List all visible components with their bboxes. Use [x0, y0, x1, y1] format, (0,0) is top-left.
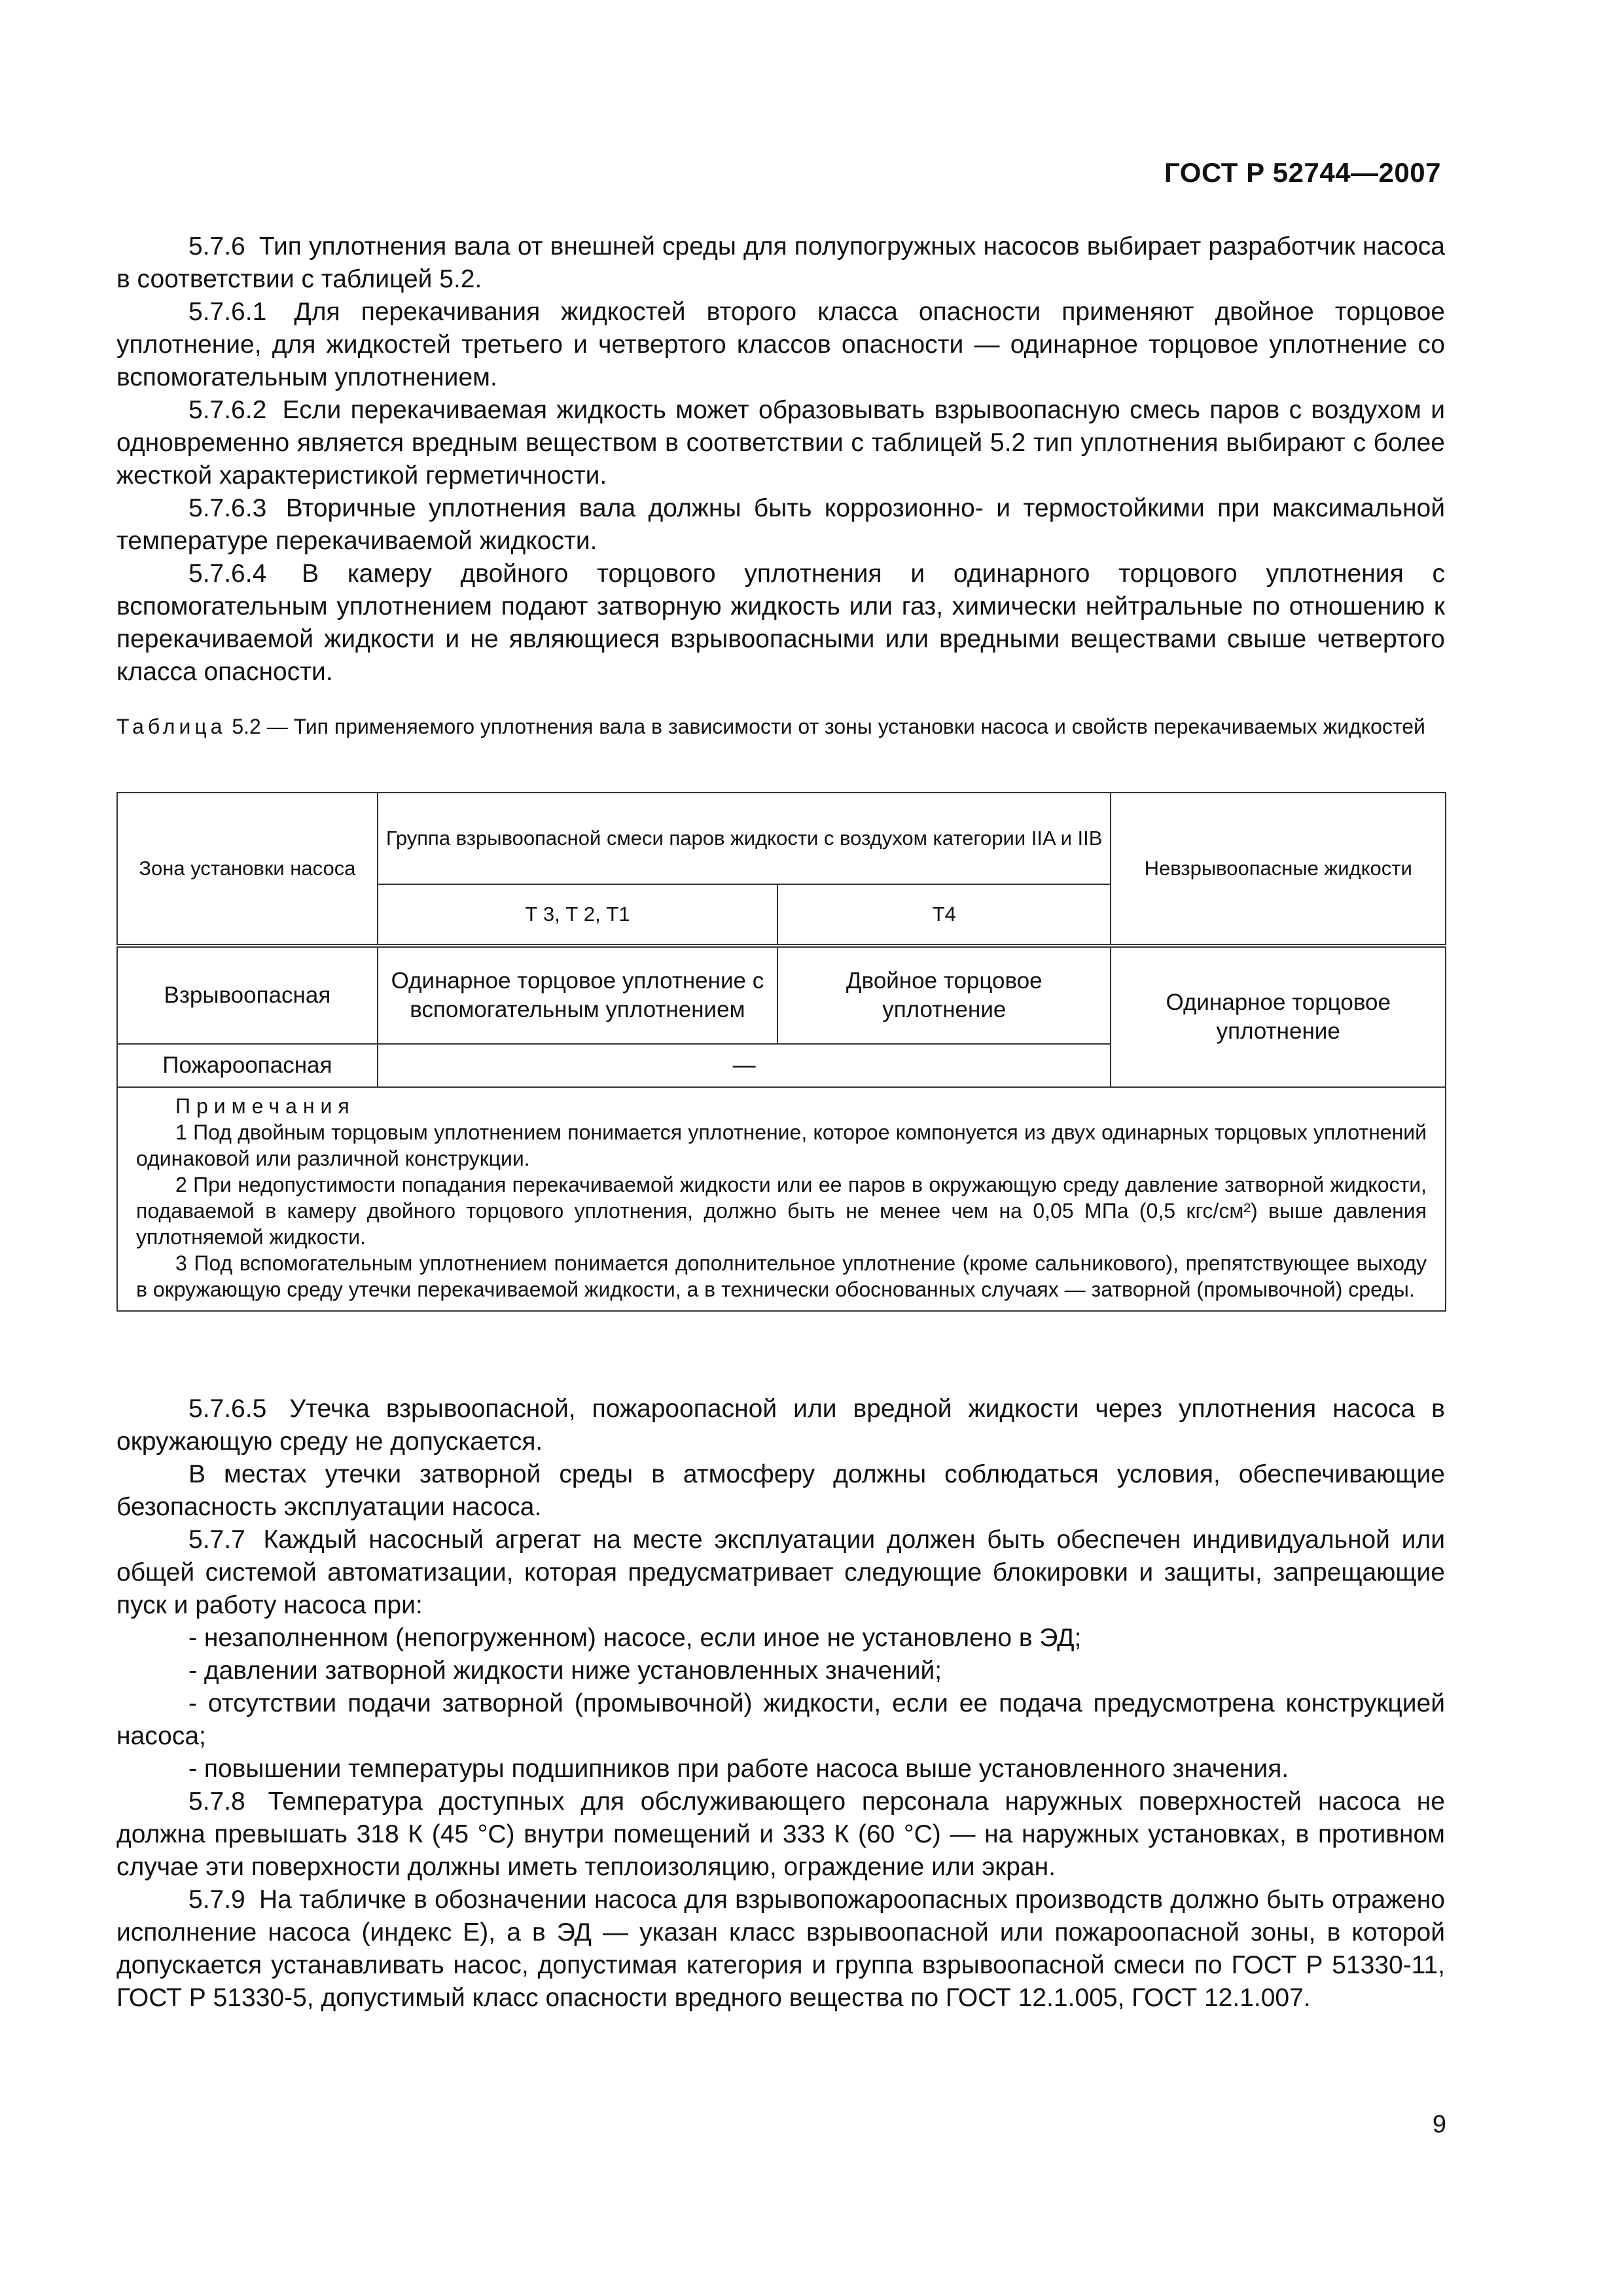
- top-section: [116, 230, 1445, 689]
- note-item: 1 Под двойным торцовым уплотнением понимается уплотнение, которое компонуется из двух одинарных торцовых уплотнений одинаковой или различной конструкции.: [136, 1121, 1427, 1170]
- cell-zone: Взрывоопасная: [117, 946, 378, 1044]
- cell-dash: —: [378, 1044, 1111, 1087]
- notes-title: Примечания: [175, 1094, 355, 1118]
- table-header-row: [117, 793, 1446, 884]
- cell-zone: Пожароопасная: [117, 1044, 378, 1087]
- note-item: 3 Под вспомогательным уплотнением понимается дополнительное уплотнение (кроме сальникового), препятствующее выходу в окружающую среду утечки перекачиваемой жидкости, а в технически обоснованных случаях — затворной (промывочной) среды.: [136, 1251, 1427, 1301]
- list-item: - незаполненном (непогруженном) насосе, если иное не установлено в ЭД;: [188, 1624, 1082, 1652]
- table-caption: Таблица 5.2 — Тип применяемого уплотнения вала в зависимости от зоны установки насоса и свойств перекачиваемых жидкостей: [116, 715, 1425, 738]
- paragraph: 5.7.6 Тип уплотнения вала от внешней среды для полупогружных насосов выбирает разработчик насоса в соответствии с таблицей 5.2.: [116, 232, 1445, 293]
- page-number: 9: [1432, 2111, 1446, 2138]
- table-notes: [117, 1087, 1446, 1311]
- header-t4: Т4: [777, 884, 1111, 946]
- paragraph: 5.7.6.4 В камеру двойного торцового уплотнения и одинарного торцового уплотнения с вспомогательным уплотнением подают затворную жидкость или газ, химически нейтральные по отношению к перекачиваемой жидкости и не являющиеся взрывоопасными или вредными веществами свыше четвертого класса опасности.: [116, 560, 1445, 686]
- header-zone: Зона установки насоса: [117, 793, 378, 946]
- header-nonexplosive: Невзрывоопасные жидкости: [1111, 793, 1446, 946]
- table-row: [117, 946, 1446, 1044]
- paragraph: 5.7.9 На табличке в обозначении насоса для взрывопожароопасных производств должно быть отражено исполнение насоса (индекс Е), а в ЭД — указан класс взрывоопасной или пожароопасной зоны, в которой допускается устанавливать насос, допустимая категория и группа взрывоопасной смеси по ГОСТ Р 51330-11, ГОСТ Р 51330-5, допустимый класс опасности вредного вещества по ГОСТ 12.1.005, ГОСТ 12.1.007.: [116, 1886, 1445, 2012]
- header-group: Группа взрывоопасной смеси паров жидкости с воздухом категории IIA и IIB: [378, 793, 1111, 884]
- list-item: - повышении температуры подшипников при работе насоса выше установленного значения.: [188, 1755, 1289, 1783]
- paragraph: 5.7.6.1 Для перекачивания жидкостей второго класса опасности применяют двойное торцовое уплотнение, для жидкостей третьего и четвертого классов опасности — одинарное торцовое уплотнение со вспомогательным уплотнением.: [116, 298, 1445, 391]
- paragraph: 5.7.8 Температура доступных для обслуживающего персонала наружных поверхностей насоса не должна превышать 318 К (45 °С) внутри помещений и 333 К (60 °С) — на наружных установках, в противном случае эти поверхности должны иметь теплоизоляцию, ограждение или экран.: [116, 1787, 1445, 1881]
- paragraph: В местах утечки затворной среды в атмосферу должны соблюдаться условия, обеспечивающие безопасность эксплуатации насоса.: [116, 1460, 1445, 1521]
- paragraph: 5.7.6.5 Утечка взрывоопасной, пожароопасной или вредной жидкости через уплотнения насоса в окружающую среду не допускается.: [116, 1395, 1445, 1456]
- note-item: 2 При недопустимости попадания перекачиваемой жидкости или ее паров в окружающую среду давление затворной жидкости, подаваемой в камеру двойного торцового уплотнения, должно быть не менее чем на 0,05 МПа (0,5 кгс/см²) выше давления уплотняемой жидкости.: [136, 1173, 1427, 1249]
- seal-type-table: [116, 792, 1446, 1312]
- cell-t3-t2-t1: Одинарное торцовое уплотнение с вспомогательным уплотнением: [378, 946, 777, 1044]
- cell-t4: Двойное торцовое уплотнение: [777, 946, 1111, 1044]
- document-id: ГОСТ Р 52744—2007: [1164, 157, 1441, 188]
- paragraph: 5.7.6.3 Вторичные уплотнения вала должны быть коррозионно- и термостойкими при максимальной температуре перекачиваемой жидкости.: [116, 494, 1445, 555]
- bottom-section: [116, 1393, 1445, 2015]
- list-item: - отсутствии подачи затворной (промывочной) жидкости, если ее подача предусмотрена конструкцией насоса;: [116, 1689, 1445, 1750]
- paragraph: 5.7.6.2 Если перекачиваемая жидкость может образовывать взрывоопасную смесь паров с воздухом и одновременно является вредным веществом в соответствии с таблицей 5.2 тип уплотнения выбирают с более жесткой характеристикой герметичности.: [116, 396, 1446, 490]
- paragraph: 5.7.7 Каждый насосный агрегат на месте эксплуатации должен быть обеспечен индивидуальной или общей системой автоматизации, которая предусматривает следующие блокировки и защиты, запрещающие пуск и работу насоса при:: [116, 1526, 1445, 1619]
- list-item: - давлении затворной жидкости ниже установленных значений;: [188, 1657, 942, 1685]
- header-t3-t2-t1: Т 3, Т 2, Т1: [378, 884, 777, 946]
- cell-nonexplosive: Одинарное торцовое уплотнение: [1111, 946, 1446, 1087]
- table-notes-row: [117, 1087, 1446, 1311]
